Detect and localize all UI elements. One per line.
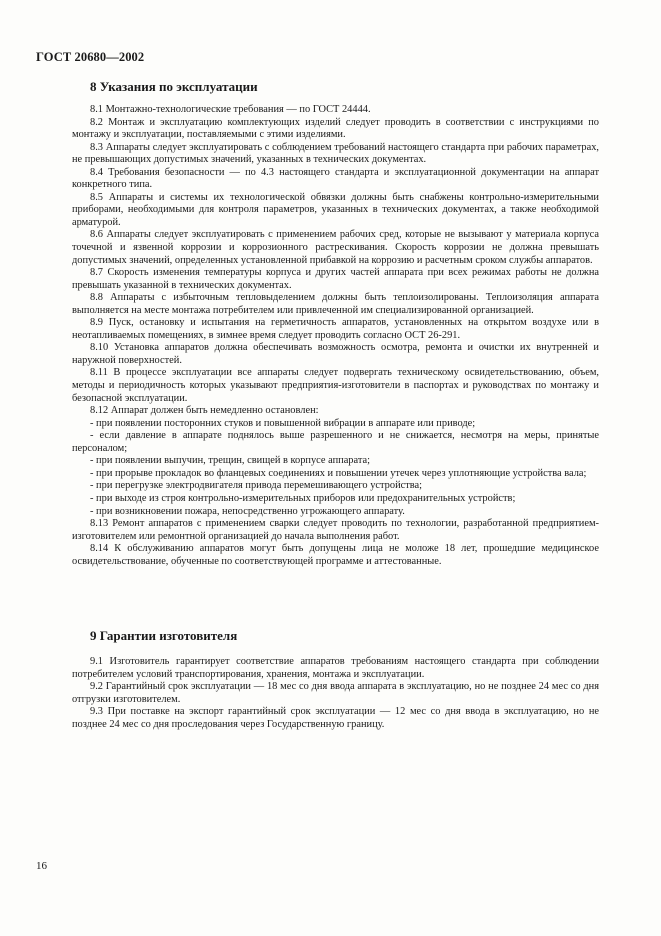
paragraph-8-14: 8.14 К обслуживанию аппаратов могут быть допущены лица не моложе 18 лет, прошедшие медицинское освидетельствование, обученные по соответствующей программе и аттестованные. bbox=[72, 543, 599, 567]
paragraph-8-11: 8.11 В процессе эксплуатации все аппараты следует подвергать техническому освидетельствованию, объем, методы и периодичность которых указывают предприятия-изготовители в паспортах и руководствах по монтажу и безопасной эксплуатации. bbox=[72, 367, 599, 404]
page-number: 16 bbox=[36, 860, 47, 872]
section-9-title: 9 Гарантии изготовителя bbox=[90, 628, 238, 643]
paragraph-8-10: 8.10 Установка аппаратов должна обеспечивать возможность осмотра, ремонта и очистки их внутренней и наружной поверхностей. bbox=[72, 342, 599, 366]
section-8-title: 8 Указания по эксплуатации bbox=[90, 79, 258, 94]
section-8-body bbox=[72, 104, 599, 568]
paragraph-8-9: 8.9 Пуск, остановку и испытания на герметичность аппаратов, установленных на открытом воздухе или в неотапливаемых помещениях, в зимнее время следует проводить согласно ОСТ 26-291. bbox=[72, 317, 599, 341]
paragraph-9-3: 9.3 При поставке на экспорт гарантийный срок эксплуатации — 12 мес со дня ввода в эксплуатацию, но не позднее 24 мес со дня проследования через Государственную границу. bbox=[72, 706, 599, 730]
paragraph-8-7: 8.7 Скорость изменения температуры корпуса и других частей аппарата при всех режимах работы не должна превышать указанной в технических документах. bbox=[72, 267, 599, 291]
paragraph-8-12: 8.12 Аппарат должен быть немедленно остановлен: bbox=[90, 405, 319, 417]
paragraph-9-2: 9.2 Гарантийный срок эксплуатации — 18 мес со дня ввода аппарата в эксплуатацию, но не позднее 24 мес со дня отгрузки изготовителем. bbox=[72, 681, 599, 705]
list-item-8-12-5: - при перегрузке электродвигателя привода перемешивающего устройства; bbox=[90, 480, 423, 492]
paragraph-8-3: 8.3 Аппараты следует эксплуатировать с соблюдением требований настоящего стандарта при рабочих параметрах, не превышающих допустимых значений, указанных в технических документах. bbox=[72, 141, 599, 166]
document-code: ГОСТ 20680—2002 bbox=[36, 50, 145, 64]
paragraph-8-6: 8.6 Аппараты следует эксплуатировать с применением рабочих сред, которые не вызывают у материала корпуса точечной и язвенной коррозии и коррозионного растрескивания. Скорость коррозии не должна превышать допустимых значений, определенных установленной прибавкой на коррозию и расчетным сроком службы аппаратов. bbox=[72, 229, 599, 266]
paragraph-8-13: 8.13 Ремонт аппаратов с применением сварки следует проводить по технологии, разработанной предприятием-изготовителем или ремонтной организацией до начала выполнения работ. bbox=[72, 518, 599, 542]
list-item-8-12-7: - при возникновении пожара, непосредственно угрожающего аппарату. bbox=[90, 505, 405, 517]
paragraph-8-1: 8.1 Монтажно-технологические требования — по ГОСТ 24444. bbox=[90, 104, 371, 115]
list-item-8-12-3: - при появлении выпучин, трещин, свищей в корпусе аппарата; bbox=[90, 455, 371, 467]
paragraph-9-1: 9.1 Изготовитель гарантирует соответствие аппаратов требованиям настоящего стандарта при соблюдении потребителем условий транспортирования, хранения, монтажа и эксплуатации. bbox=[72, 656, 599, 680]
list-item-8-12-4: - при прорыве прокладок во фланцевых соединениях и повышении утечек через уплотняющие устройства вала; bbox=[90, 467, 587, 479]
paragraph-8-4: 8.4 Требования безопасности — по 4.3 настоящего стандарта и эксплуатационной документации на аппарат конкретного типа. bbox=[72, 166, 599, 191]
list-item-8-12-1: - при появлении посторонних стуков и повышенной вибрации в аппарате или приводе; bbox=[90, 417, 476, 429]
paragraph-8-8: 8.8 Аппараты с избыточным тепловыделением должны быть теплоизолированы. Теплоизоляция аппарата выполняется на месте монтажа потребителем или привлеченной им специализированной организацией. bbox=[72, 292, 599, 316]
paragraph-8-5: 8.5 Аппараты и системы их технологической обвязки должны быть снабжены контрольно-измерительными приборами, необходимыми для контроля параметров, указанных в технических документах, а также необходимой арматурой. bbox=[72, 191, 599, 228]
paragraph-8-2: 8.2 Монтаж и эксплуатацию комплектующих изделий следует проводить в соответствии с инструкциями по монтажу и эксплуатации, поставляемыми с этими изделиями. bbox=[72, 116, 599, 141]
list-item-8-12-2: - если давление в аппарате поднялось выше разрешенного и не снижается, несмотря на меры, принятые персоналом; bbox=[72, 430, 599, 454]
section-9-body bbox=[72, 656, 599, 731]
list-item-8-12-6: - при выходе из строя контрольно-измерительных приборов или предохранительных устройств; bbox=[90, 492, 516, 504]
